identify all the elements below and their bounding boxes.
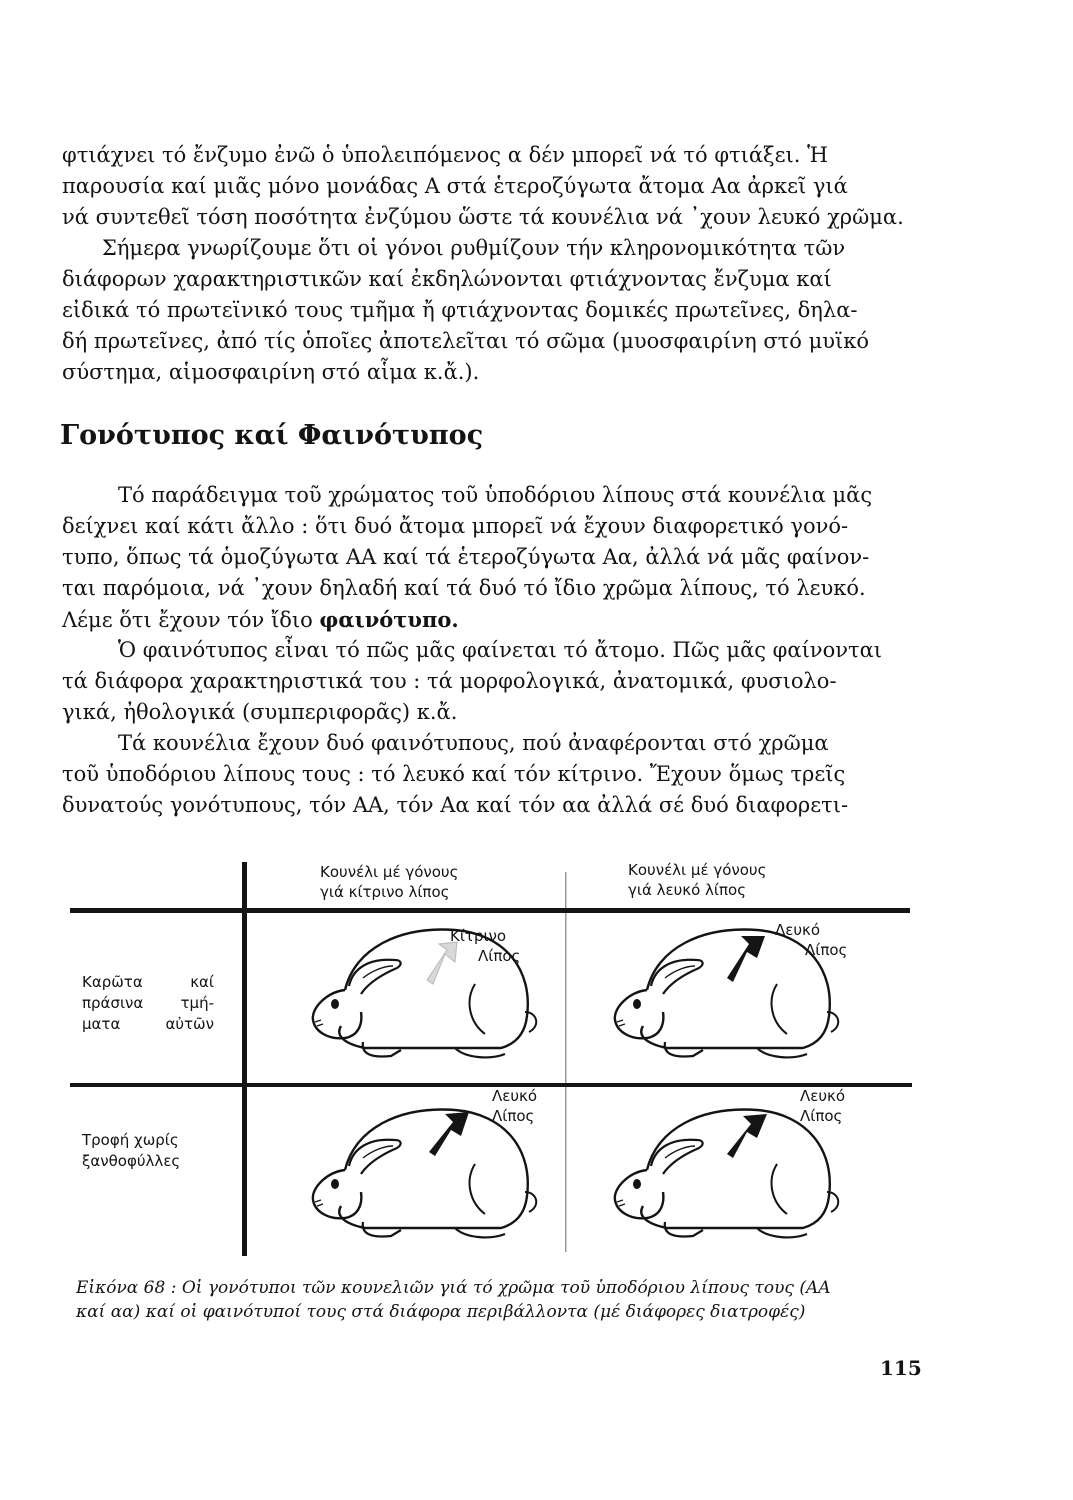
text-line: φτιάχνει τό ἔνζυμο ἐνῶ ὁ ὑπολειπόμενος α δέν μπορεῖ νά τό φτιάξει. Ἡ xyxy=(62,143,828,167)
fat-label-line: Λίπος xyxy=(800,1107,843,1125)
row-header-line: πράσινα τμή- xyxy=(82,994,214,1012)
column-divider xyxy=(565,872,567,1252)
column-header-white-genes xyxy=(628,860,766,900)
text-line: Τά κουνέλια ἔχουν δυό φαινότυπους, πού ἀναφέρονται στό χρῶμα xyxy=(118,731,829,755)
row-header-line: ξανθοφύλλες xyxy=(82,1152,181,1170)
fat-label-white-1 xyxy=(775,920,847,960)
text-line xyxy=(62,604,916,636)
fat-label-line: Λευκό xyxy=(775,921,821,939)
text-line: παρουσία καί μιᾶς μόνο μονάδας Α στά ἑτεροζύγωτα ἄτομα Αα ἀρκεῖ γιά xyxy=(62,174,848,198)
header-line: γιά κίτρινο λίπος xyxy=(320,883,450,901)
text-line: διάφορων χαρακτηριστικῶν καί ἐκδηλώνονται φτιάχνοντας ἔνζυμα καί xyxy=(62,267,832,291)
text-line: δείχνει καί κάτι ἄλλο : ὅτι δυό ἄτομα μπορεῖ νά ἔχουν διαφορετικό γονό- xyxy=(62,514,849,538)
fat-label-line: Λίπος xyxy=(805,941,848,959)
header-line: Κουνέλι μέ γόνους xyxy=(320,863,459,881)
paragraph-1 xyxy=(62,140,916,233)
row-rule xyxy=(70,1083,912,1087)
text-line: τά διάφορα χαρακτηριστικά του : τά μορφολογικά, ἀνατομικά, φυσιολο- xyxy=(62,669,837,693)
row-header-no-xanthophyll xyxy=(82,1130,214,1172)
vertical-axis-line xyxy=(242,862,247,1256)
paragraph-3 xyxy=(62,480,916,636)
figure-caption xyxy=(76,1276,916,1324)
text-line: γικά, ἠθολογικά (συμπεριφορᾶς) κ.ἄ. xyxy=(62,700,458,724)
section-heading: Γονότυπος καί Φαινότυπος xyxy=(60,420,484,451)
rabbit-white-fat-no-xanthophyll-2 xyxy=(615,1110,838,1238)
fat-label-line: Λευκό xyxy=(800,1087,846,1105)
fat-label-white-3 xyxy=(800,1086,845,1126)
text-line: σύστημα, αἱμοσφαιρίνη στό αἷμα κ.ἄ.). xyxy=(62,360,480,384)
fat-label-yellow xyxy=(450,926,520,966)
header-rule xyxy=(70,908,910,913)
figure-grid xyxy=(70,858,920,1258)
text-line: δυνατούς γονότυπους, τόν ΑΑ, τόν Αα καί τόν αα ἀλλά σέ δυό διαφορετι- xyxy=(62,793,849,817)
text-line: ται παρόμοια, νά ᾽χουν δηλαδή καί τά δυό τό ἴδιο χρῶμα λίπους, τό λευκό. xyxy=(62,576,866,600)
text-line: δή πρωτεῖνες, ἀπό τίς ὁποῖες ἀποτελεῖται τό σῶμα (μυοσφαιρίνη στό μυϊκό xyxy=(62,329,870,353)
header-line: Κουνέλι μέ γόνους xyxy=(628,861,767,879)
caption-line: καί αα) καί οἱ φαινότυποί τους στά διάφορα περιβάλλοντα (μέ διάφορες διατροφές) xyxy=(76,1302,806,1322)
column-header-yellow-genes xyxy=(320,862,458,902)
figure-68 xyxy=(70,858,920,1258)
row-header-line: Καρῶτα καί xyxy=(82,973,214,991)
fat-label-white-2 xyxy=(492,1086,537,1126)
white-fat-arrow-icon xyxy=(727,936,765,982)
row-header-carrots xyxy=(82,972,214,1035)
caption-line: Εἰκόνα 68 : Οἱ γονότυποι τῶν κουνελιῶν γιά τό χρῶμα τοῦ ὑποδόριου λίπους τους (ΑΑ xyxy=(76,1278,831,1298)
white-fat-arrow-icon xyxy=(727,1114,767,1158)
text-line: Ὁ φαινότυπος εἶναι τό πῶς μᾶς φαίνεται τό ἄτομο. Πῶς μᾶς φαίνονται xyxy=(118,638,883,662)
fat-label-line: Λευκό xyxy=(492,1087,538,1105)
fat-label-line: Λίπος xyxy=(478,947,521,965)
fat-label-line: Λίπος xyxy=(492,1107,535,1125)
fat-label-line: Κίτρινο xyxy=(450,927,507,945)
text-line: Τό παράδειγμα τοῦ χρώματος τοῦ ὑποδόριου λίπους στά κουνέλια μᾶς xyxy=(118,483,873,507)
paragraph-5 xyxy=(62,728,916,821)
row-header-line: Τροφή χωρίς xyxy=(82,1131,179,1149)
text-span: Λέμε ὅτι ἔχουν τόν ἴδιο xyxy=(62,608,320,632)
text-line: εἰδικά τό πρωτεϊνικό τους τμῆμα ἤ φτιάχνοντας δομικές πρωτεῖνες, δηλα- xyxy=(62,298,858,322)
text-line: Σήμερα γνωρίζουμε ὅτι οἱ γόνοι ρυθμίζουν τήν κληρονομικότητα τῶν xyxy=(102,236,846,260)
text-line: νά συντεθεῖ τόση ποσότητα ἐνζύμου ὥστε τά κουνέλια νά ᾽χουν λευκό χρῶμα. xyxy=(62,205,904,229)
text-line: τυπο, ὅπως τά ὁμοζύγωτα ΑΑ καί τά ἑτεροζύγωτα Αα, ἀλλά νά μᾶς φαίνον- xyxy=(62,545,870,569)
paragraph-4 xyxy=(62,635,916,728)
rabbit-white-fat-no-xanthophyll xyxy=(313,1110,536,1238)
text-line: τοῦ ὑποδόριου λίπους τους : τό λευκό καί τόν κίτρινο. Ἔχουν ὅμως τρεῖς xyxy=(62,762,846,786)
header-line: γιά λευκό λίπος xyxy=(628,881,747,899)
page-number: 115 xyxy=(880,1356,922,1380)
bold-term: φαινότυπο. xyxy=(319,607,459,632)
paragraph-2 xyxy=(62,233,916,388)
white-fat-arrow-icon xyxy=(429,1112,469,1156)
row-header-line: ματα αὐτῶν xyxy=(82,1015,214,1033)
